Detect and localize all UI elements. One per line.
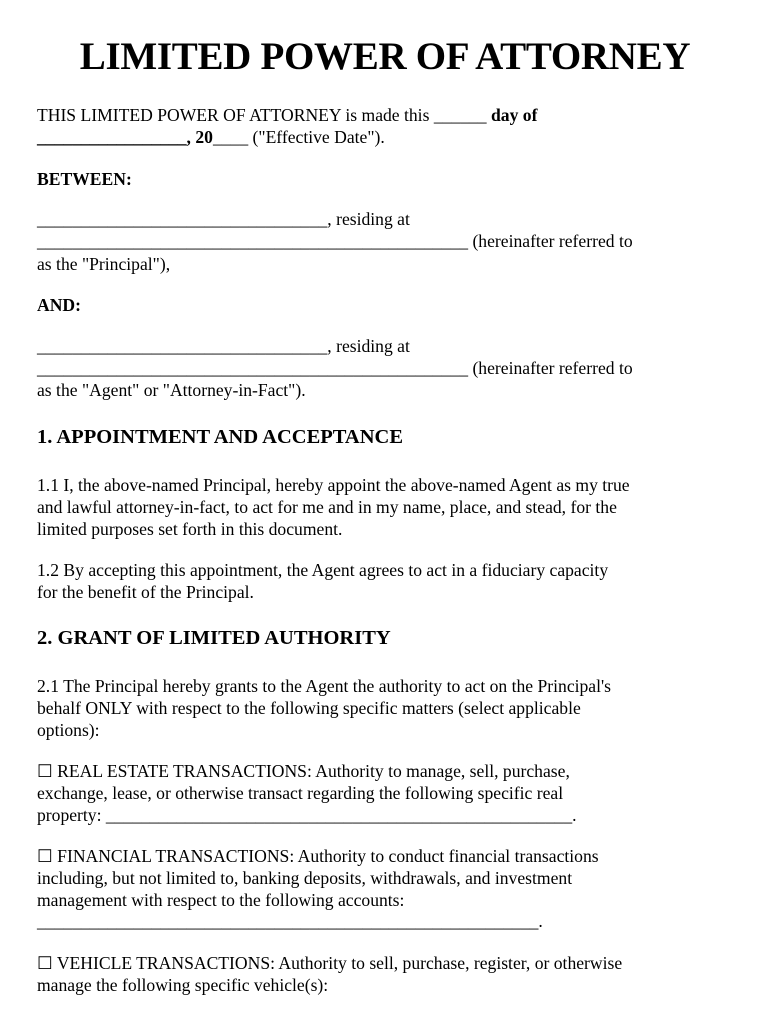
para-1-1-line: limited purposes set forth in this document.: [37, 519, 343, 539]
section-1-heading: 1. APPOINTMENT AND ACCEPTANCE: [37, 426, 403, 448]
real-estate-option-line: property: _____________________________________________________.: [37, 805, 577, 825]
real-estate-option-line: exchange, lease, or otherwise transact regarding the following specific real: [37, 783, 564, 803]
para-2-1-line: behalf ONLY with respect to the following specific matters (select applicable: [37, 698, 581, 718]
financial-option-line: including, but not limited to, banking deposits, withdrawals, and investment: [37, 868, 573, 888]
intro-day-of: day of: [491, 105, 538, 125]
agent-reference-line: as the "Agent" or "Attorney-in-Fact").: [37, 380, 306, 400]
real-estate-option-line: ☐ REAL ESTATE TRANSACTIONS: Authority to manage, sell, purchase,: [37, 761, 570, 781]
para-1-1-line: 1.1 I, the above-named Principal, hereby appoint the above-named Agent as my true: [37, 475, 630, 495]
principal-address-line: _________________________________________________ (hereinafter referred to: [37, 231, 633, 251]
principal-reference-line: as the "Principal"),: [37, 254, 171, 274]
intro-line-2: [37, 126, 385, 148]
intro-effective-date: ____ ("Effective Date").: [212, 127, 385, 147]
intro-year-blank: _________________, 20: [37, 127, 213, 147]
para-1-2-line: for the benefit of the Principal.: [37, 582, 254, 602]
financial-option-line: _________________________________________________________.: [37, 911, 543, 931]
section-2-heading: 2. GRANT OF LIMITED AUTHORITY: [37, 627, 391, 649]
intro-line-1: [37, 104, 537, 126]
financial-option-line: management with respect to the following accounts:: [37, 890, 405, 910]
between-label: BETWEEN:: [37, 169, 132, 189]
para-1-2-line: 1.2 By accepting this appointment, the Agent agrees to act in a fiduciary capacity: [37, 560, 609, 580]
agent-name-line: _________________________________, residing at: [37, 336, 410, 356]
para-1-1-line: and lawful attorney-in-fact, to act for me and in my name, place, and stead, for the: [37, 497, 617, 517]
para-2-1-line: options):: [37, 720, 100, 740]
principal-name-line: _________________________________, residing at: [37, 209, 410, 229]
and-label: AND:: [37, 295, 81, 315]
financial-option-line: ☐ FINANCIAL TRANSACTIONS: Authority to conduct financial transactions: [37, 846, 599, 866]
vehicle-option-line: manage the following specific vehicle(s):: [37, 975, 329, 995]
vehicle-option-line: ☐ VEHICLE TRANSACTIONS: Authority to sell, purchase, register, or otherwise: [37, 953, 623, 973]
agent-address-line: _________________________________________________ (hereinafter referred to: [37, 358, 633, 378]
para-2-1-line: 2.1 The Principal hereby grants to the Agent the authority to act on the Principal's: [37, 676, 612, 696]
document-title: LIMITED POWER OF ATTORNEY: [79, 35, 691, 78]
intro-line-1-text: THIS LIMITED POWER OF ATTORNEY is made this ______: [37, 105, 491, 125]
